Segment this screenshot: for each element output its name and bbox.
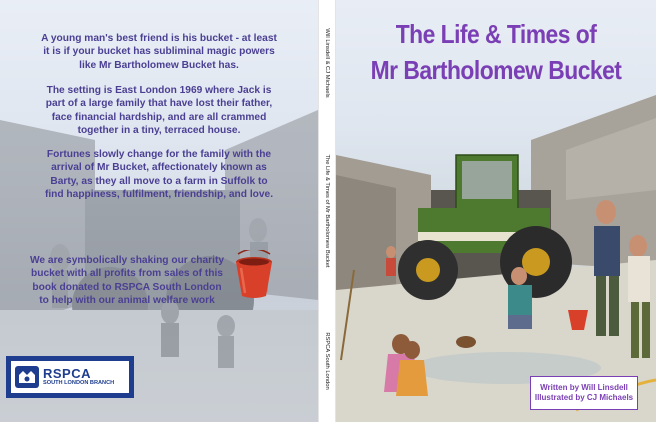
back-blurb-fortunes: Fortunes slowly change for the family with the arrival of Mr Bucket, affectionately known as Barty, as they all move to a farm in Suffolk to find happiness, fulfilment, friendship, and love.	[44, 149, 274, 201]
rspca-logo	[6, 356, 134, 398]
front-cover	[336, 0, 656, 422]
book-title-line-1: The Life & Times of	[395, 19, 597, 49]
book-title-line-2: Mr Bartholomew Bucket	[370, 55, 622, 85]
spine	[318, 0, 336, 422]
illustrator-credit: Illustrated by CJ Michaels	[534, 393, 634, 402]
back-blurb-intro: A young man's best friend is his bucket - at least it is if your bucket has subliminal magic powers like Mr Bartholomew Bucket has.	[41, 33, 277, 71]
red-bucket-icon	[232, 250, 276, 300]
credits-box	[530, 376, 638, 410]
charity-statement: We are symbolically shaking our charity bucket with all profits from sales of this book donated to RSPCA South London to help with our animal welfare work	[29, 255, 224, 307]
back-cover	[0, 0, 318, 422]
spine-authors: Will Linsdell & CJ Michaels	[324, 28, 330, 98]
rspca-name: RSPCA	[43, 366, 92, 381]
spine-title: The Life & Times of Mr Bartholomew Bucket	[324, 154, 330, 268]
rspca-branch: SOUTH LONDON BRANCH	[43, 380, 115, 386]
rspca-emblem-icon	[15, 366, 39, 388]
back-blurb-setting: The setting is East London 1969 where Jack is part of a large family that have lost their father, face financial hardship, and are all crammed together in a tiny, terraced house.	[45, 85, 273, 137]
spine-publisher: RSPCA South London	[324, 332, 330, 390]
author-credit: Written by Will Linsdell	[540, 383, 628, 392]
